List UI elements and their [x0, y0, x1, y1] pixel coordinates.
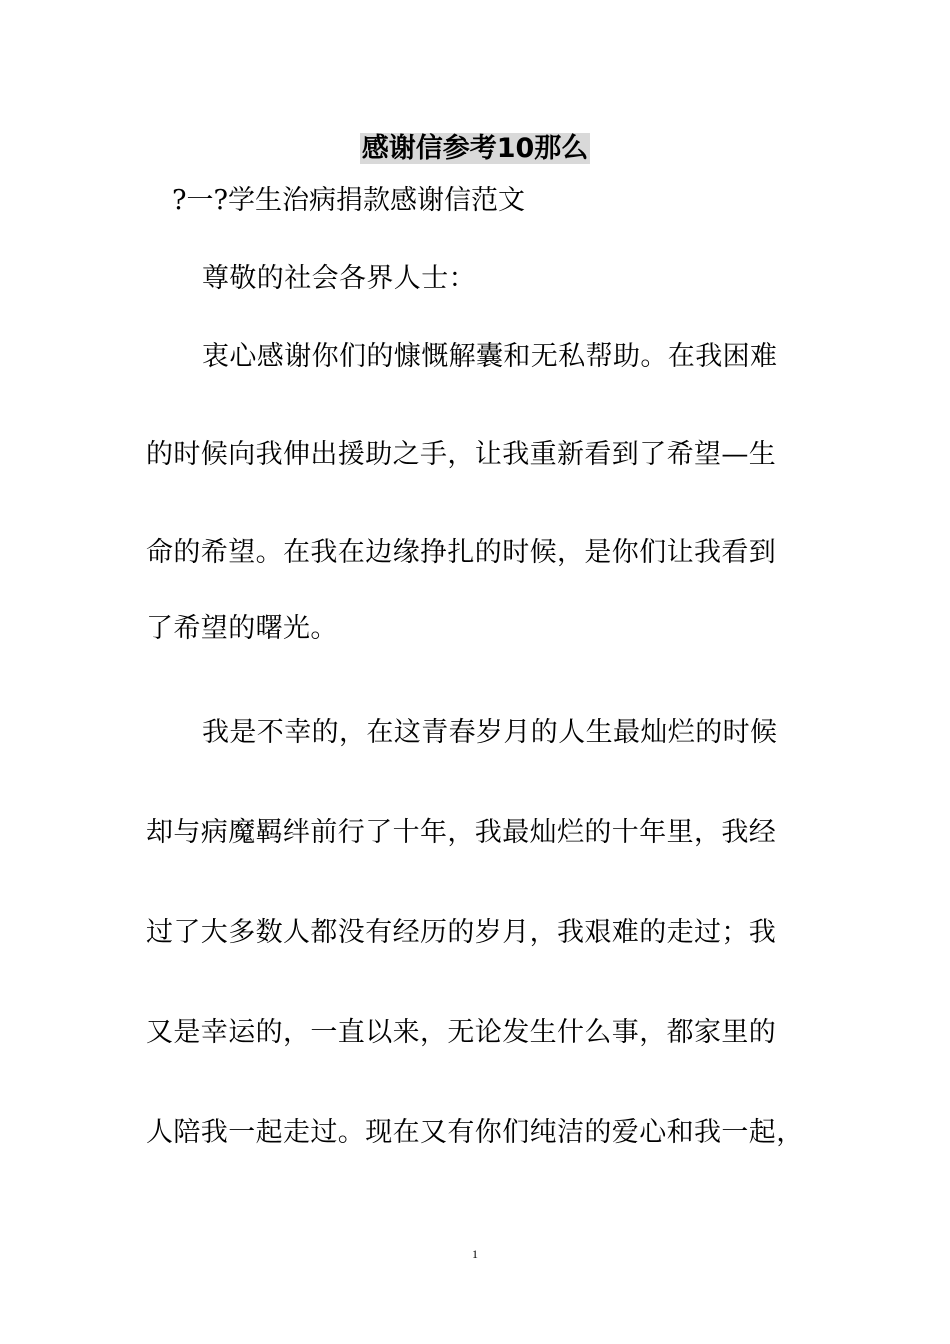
- paragraph-line: 命的希望。在我在边缘挣扎的时候，是你们让我看到: [146, 537, 777, 568]
- paragraph-line: 我是不幸的，在这青春岁月的人生最灿烂的时候: [202, 717, 778, 748]
- paragraph-line: 了希望的曙光。: [146, 613, 338, 644]
- paragraph-line: 人陪我一起走过。现在又有你们纯洁的爱心和我一起，: [146, 1117, 804, 1148]
- document-title: [0, 132, 950, 166]
- document-subtitle: ?一?学生治病捐款感谢信范文: [172, 185, 525, 216]
- paragraph-line: 的时候向我伸出援助之手，让我重新看到了希望—生: [146, 439, 777, 470]
- document-title-text: 感谢信参考10那么: [361, 133, 589, 164]
- paragraph-line: 衷心感谢你们的慷慨解囊和无私帮助。在我困难: [202, 341, 778, 372]
- paragraph-line: 又是幸运的，一直以来，无论发生什么事，都家里的: [146, 1017, 777, 1048]
- paragraph-line: 过了大多数人都没有经历的岁月，我艰难的走过；我: [146, 917, 777, 948]
- page-number: 1: [472, 1247, 478, 1261]
- salutation-line: 尊敬的社会各界人士：: [202, 263, 476, 294]
- paragraph-line: 却与病魔羁绊前行了十年，我最灿烂的十年里，我经: [146, 817, 777, 848]
